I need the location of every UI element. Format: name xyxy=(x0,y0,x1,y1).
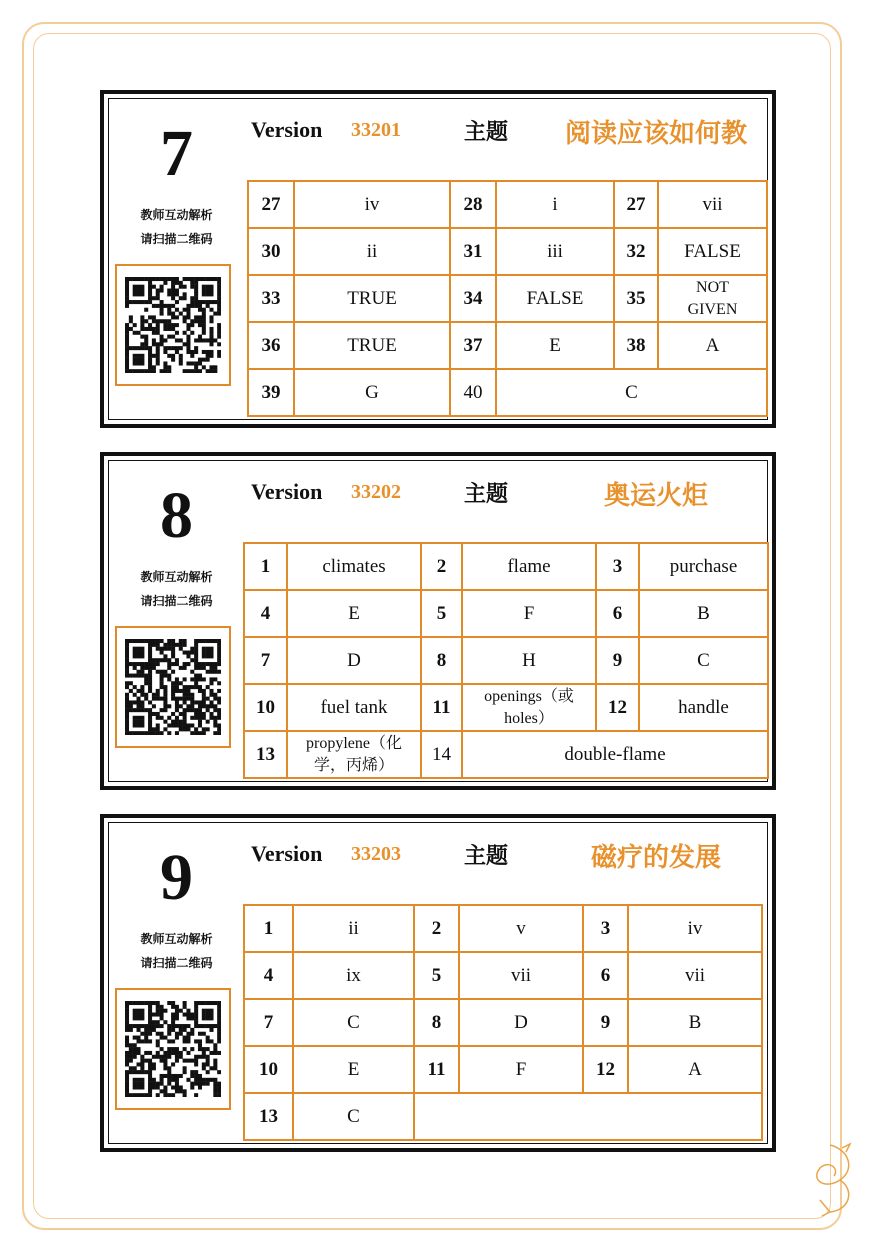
question-number: 1 xyxy=(244,543,287,590)
question-number: 33 xyxy=(248,275,294,322)
table-row xyxy=(244,684,768,731)
version-label: Version xyxy=(251,479,323,504)
ornament-icon xyxy=(800,1140,860,1220)
question-number: 32 xyxy=(614,228,658,275)
question-number: 2 xyxy=(421,543,462,590)
answer-cell: TRUE xyxy=(294,275,450,322)
answer-cell: TRUE xyxy=(294,322,450,369)
answer-cell: vii xyxy=(459,952,583,999)
answer-cell: A xyxy=(658,322,767,369)
answer-cell: E xyxy=(496,322,614,369)
question-number: 36 xyxy=(248,322,294,369)
question-number: 31 xyxy=(450,228,496,275)
question-number: 2 xyxy=(414,905,459,952)
version-number: 33203 xyxy=(351,843,401,865)
version-label: Version xyxy=(251,841,323,866)
table-row xyxy=(248,181,767,228)
answer-cell: ii xyxy=(293,905,414,952)
qr-code[interactable] xyxy=(115,626,231,748)
passage-number: 7 xyxy=(160,117,193,190)
qr-code-icon xyxy=(125,277,221,373)
answer-cell: handle xyxy=(639,684,768,731)
scan-hint-line2: 请扫描二维码 xyxy=(140,956,213,970)
table-row xyxy=(244,543,768,590)
answer-cell: C xyxy=(293,1093,414,1140)
card-left-column xyxy=(109,823,244,1143)
question-number: 5 xyxy=(414,952,459,999)
table-row xyxy=(244,731,768,778)
version-number: 33201 xyxy=(351,119,401,141)
answer-card-9 xyxy=(100,814,776,1152)
version-label: Version xyxy=(251,117,323,142)
question-number: 11 xyxy=(414,1046,459,1093)
topic-title: 阅读应该如何教 xyxy=(564,119,747,149)
answer-cell: propylene（化学，丙烯） xyxy=(287,731,421,778)
answer-cell: C xyxy=(496,369,767,416)
answer-cell: D xyxy=(459,999,583,1046)
question-number: 6 xyxy=(596,590,639,637)
question-number: 8 xyxy=(421,637,462,684)
scan-hint-line2: 请扫描二维码 xyxy=(140,232,213,246)
answer-cell: vii xyxy=(628,952,762,999)
question-number: 30 xyxy=(248,228,294,275)
answer-cell: C xyxy=(639,637,768,684)
question-number: 1 xyxy=(244,905,293,952)
table-row xyxy=(244,1093,762,1140)
question-number: 40 xyxy=(450,369,496,416)
answer-cell: double-flame xyxy=(462,731,768,778)
answer-cell: FALSE xyxy=(658,228,767,275)
answer-cell: fuel tank xyxy=(287,684,421,731)
question-number: 38 xyxy=(614,322,658,369)
question-number: 27 xyxy=(614,181,658,228)
card-header xyxy=(251,837,757,877)
question-number: 7 xyxy=(244,637,287,684)
card-header xyxy=(251,475,757,515)
card-inner-frame xyxy=(108,98,768,420)
answer-cell: v xyxy=(459,905,583,952)
answer-cell: C xyxy=(293,999,414,1046)
topic-label: 主题 xyxy=(464,120,509,145)
answer-cell: E xyxy=(293,1046,414,1093)
answer-cell: ix xyxy=(293,952,414,999)
answer-cell: NOT GIVEN xyxy=(658,275,767,322)
question-number: 10 xyxy=(244,1046,293,1093)
question-number: 11 xyxy=(421,684,462,731)
card-left-column xyxy=(109,99,244,419)
question-number: 13 xyxy=(244,731,287,778)
scan-hint-line1: 教师互动解析 xyxy=(140,208,213,222)
question-number: 9 xyxy=(596,637,639,684)
answer-cell: climates xyxy=(287,543,421,590)
question-number: 6 xyxy=(583,952,628,999)
question-number: 3 xyxy=(583,905,628,952)
table-row xyxy=(244,999,762,1046)
question-number: 9 xyxy=(583,999,628,1046)
topic-label: 主题 xyxy=(464,482,509,507)
question-number: 10 xyxy=(244,684,287,731)
answer-cell: H xyxy=(462,637,596,684)
question-number: 12 xyxy=(583,1046,628,1093)
answer-cell: purchase xyxy=(639,543,768,590)
table-row xyxy=(244,952,762,999)
table-row xyxy=(244,905,762,952)
scan-hint xyxy=(109,203,244,251)
qr-code-icon xyxy=(125,639,221,735)
question-number: 4 xyxy=(244,952,293,999)
card-inner-frame xyxy=(108,460,768,782)
answer-cell: F xyxy=(462,590,596,637)
answer-cell: B xyxy=(639,590,768,637)
question-number: 28 xyxy=(450,181,496,228)
answer-card-7 xyxy=(100,90,776,428)
table-row xyxy=(248,369,767,416)
answer-cell: iv xyxy=(294,181,450,228)
answer-cell: G xyxy=(294,369,450,416)
answer-cell: A xyxy=(628,1046,762,1093)
scan-hint xyxy=(109,565,244,613)
answer-table xyxy=(243,542,769,779)
answer-cell: openings（或 holes） xyxy=(462,684,596,731)
question-number: 12 xyxy=(596,684,639,731)
topic-title: 磁疗的发展 xyxy=(590,843,721,873)
scan-hint-line2: 请扫描二维码 xyxy=(140,594,213,608)
question-number: 34 xyxy=(450,275,496,322)
answer-cell: iv xyxy=(628,905,762,952)
passage-number: 8 xyxy=(160,479,193,552)
scan-hint xyxy=(109,927,244,975)
answer-cell: B xyxy=(628,999,762,1046)
qr-code-icon xyxy=(125,1001,221,1097)
answer-cell: ii xyxy=(294,228,450,275)
card-inner-frame xyxy=(108,822,768,1144)
card-header xyxy=(251,113,757,153)
topic-title: 奥运火炬 xyxy=(603,481,708,511)
topic-label: 主题 xyxy=(464,844,509,869)
table-row xyxy=(244,637,768,684)
question-number: 35 xyxy=(614,275,658,322)
version-number: 33202 xyxy=(351,481,401,503)
question-number: 7 xyxy=(244,999,293,1046)
passage-number: 9 xyxy=(160,841,193,914)
question-number: 13 xyxy=(244,1093,293,1140)
answer-cell: FALSE xyxy=(496,275,614,322)
question-number: 37 xyxy=(450,322,496,369)
table-row xyxy=(244,1046,762,1093)
answer-cell: F xyxy=(459,1046,583,1093)
scan-hint-line1: 教师互动解析 xyxy=(140,932,213,946)
answer-table xyxy=(243,904,763,1141)
question-number: 5 xyxy=(421,590,462,637)
question-number: 39 xyxy=(248,369,294,416)
answer-cell: flame xyxy=(462,543,596,590)
question-number: 27 xyxy=(248,181,294,228)
answer-cell: vii xyxy=(658,181,767,228)
answer-card-8 xyxy=(100,452,776,790)
answer-cell: D xyxy=(287,637,421,684)
card-left-column xyxy=(109,461,244,781)
question-number: 4 xyxy=(244,590,287,637)
scan-hint-line1: 教师互动解析 xyxy=(140,570,213,584)
qr-code[interactable] xyxy=(115,988,231,1110)
table-row xyxy=(248,322,767,369)
question-number: 3 xyxy=(596,543,639,590)
answer-cell: E xyxy=(287,590,421,637)
empty-cell xyxy=(414,1093,762,1140)
qr-code[interactable] xyxy=(115,264,231,386)
question-number: 8 xyxy=(414,999,459,1046)
answer-cell: iii xyxy=(496,228,614,275)
answer-cell: i xyxy=(496,181,614,228)
table-row xyxy=(248,275,767,322)
table-row xyxy=(244,590,768,637)
question-number: 14 xyxy=(421,731,462,778)
table-row xyxy=(248,228,767,275)
answer-table xyxy=(247,180,768,417)
